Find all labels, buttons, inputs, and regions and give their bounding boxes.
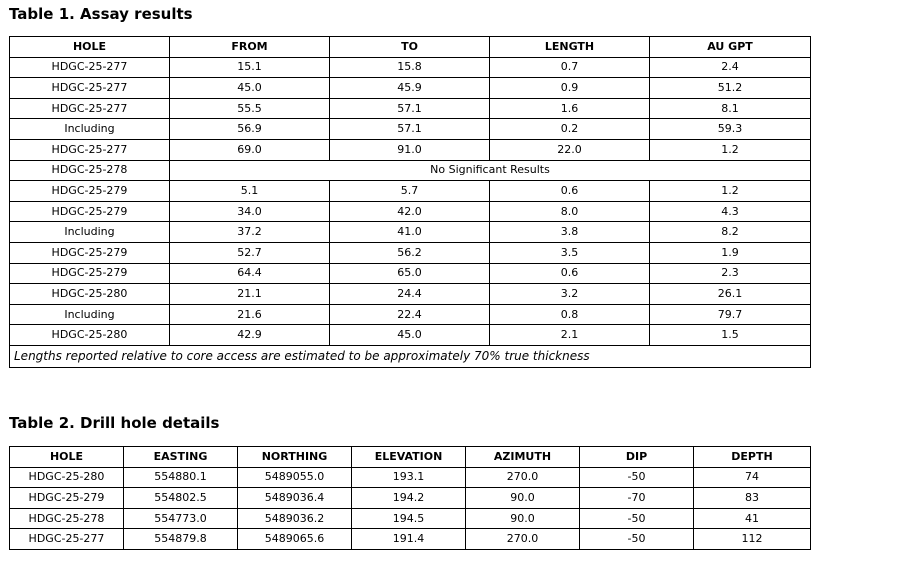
table-cell: 191.4	[352, 529, 466, 550]
table-footnote: Lengths reported relative to core access are estimated to be approximately 70% true thickness	[10, 345, 811, 367]
table-cell: HDGC-25-279	[10, 201, 170, 222]
table-cell: 69.0	[170, 139, 330, 160]
table-cell: -50	[580, 529, 694, 550]
table-cell: 90.0	[466, 488, 580, 509]
table-cell: 2.1	[490, 325, 650, 346]
table-cell: 5489036.2	[238, 508, 352, 529]
assay-results-table	[9, 36, 811, 368]
table-cell: 15.8	[330, 57, 490, 78]
table-cell: 0.2	[490, 119, 650, 140]
table-cell: 59.3	[650, 119, 811, 140]
table-cell: 51.2	[650, 78, 811, 99]
table-cell: HDGC-25-278	[10, 160, 170, 181]
table-cell: HDGC-25-277	[10, 78, 170, 99]
table-row	[10, 181, 811, 202]
table-cell: 55.5	[170, 98, 330, 119]
table-cell: 4.3	[650, 201, 811, 222]
table-cell: 45.0	[170, 78, 330, 99]
table-cell: 83	[694, 488, 811, 509]
table-row	[10, 160, 811, 181]
table-cell: 0.6	[490, 263, 650, 284]
table-row	[10, 488, 811, 509]
table-cell: 5.7	[330, 181, 490, 202]
table-cell: 5489055.0	[238, 467, 352, 488]
table-cell: 5489065.6	[238, 529, 352, 550]
table-row	[10, 119, 811, 140]
table-cell: 45.9	[330, 78, 490, 99]
table-row	[10, 57, 811, 78]
table-cell: 554802.5	[124, 488, 238, 509]
table-cell: 37.2	[170, 222, 330, 243]
table-cell: 56.9	[170, 119, 330, 140]
table-cell: 270.0	[466, 529, 580, 550]
table-cell: 0.6	[490, 181, 650, 202]
table-cell: 2.3	[650, 263, 811, 284]
table-cell: HDGC-25-277	[10, 529, 124, 550]
table-cell: 554879.8	[124, 529, 238, 550]
table-cell: 57.1	[330, 119, 490, 140]
table-cell: HDGC-25-280	[10, 467, 124, 488]
table-cell: 26.1	[650, 284, 811, 305]
table-cell: Including	[10, 222, 170, 243]
table-cell: 193.1	[352, 467, 466, 488]
table-cell: 21.1	[170, 284, 330, 305]
table-cell: 8.0	[490, 201, 650, 222]
table-cell: -50	[580, 467, 694, 488]
table-row	[10, 304, 811, 325]
table-row	[10, 201, 811, 222]
table-cell: 1.2	[650, 139, 811, 160]
table-cell: HDGC-25-279	[10, 242, 170, 263]
table-cell: 1.5	[650, 325, 811, 346]
table-cell: Including	[10, 119, 170, 140]
table-cell: HDGC-25-279	[10, 263, 170, 284]
table-cell: 3.2	[490, 284, 650, 305]
col-header-length: LENGTH	[490, 37, 650, 58]
table-cell: 1.2	[650, 181, 811, 202]
table-cell: Including	[10, 304, 170, 325]
table-cell: 42.9	[170, 325, 330, 346]
table-cell: 8.2	[650, 222, 811, 243]
table-cell: HDGC-25-277	[10, 98, 170, 119]
table-cell: 45.0	[330, 325, 490, 346]
header-row	[10, 37, 811, 58]
table-cell: 22.0	[490, 139, 650, 160]
col-header-dip: DIP	[580, 447, 694, 468]
table-cell: HDGC-25-279	[10, 488, 124, 509]
table-cell: 3.5	[490, 242, 650, 263]
table-cell: 554773.0	[124, 508, 238, 529]
table-cell: 0.7	[490, 57, 650, 78]
table-row	[10, 284, 811, 305]
table-cell: 270.0	[466, 467, 580, 488]
table-row	[10, 222, 811, 243]
table-row	[10, 467, 811, 488]
table-cell: 112	[694, 529, 811, 550]
footnote-row	[10, 345, 811, 367]
table-cell: 22.4	[330, 304, 490, 325]
col-header-easting: EASTING	[124, 447, 238, 468]
col-header-to: TO	[330, 37, 490, 58]
table-cell: 194.2	[352, 488, 466, 509]
table-cell: 79.7	[650, 304, 811, 325]
table-cell: 56.2	[330, 242, 490, 263]
table-cell: 65.0	[330, 263, 490, 284]
table-cell: 1.9	[650, 242, 811, 263]
table-cell: -50	[580, 508, 694, 529]
table-cell: HDGC-25-277	[10, 57, 170, 78]
table-cell: 5.1	[170, 181, 330, 202]
table-row	[10, 325, 811, 346]
table-cell: 90.0	[466, 508, 580, 529]
table-cell: 91.0	[330, 139, 490, 160]
table-row	[10, 242, 811, 263]
table-cell: 5489036.4	[238, 488, 352, 509]
table-cell: -70	[580, 488, 694, 509]
no-results-cell: No Significant Results	[170, 160, 811, 181]
table-cell: 42.0	[330, 201, 490, 222]
table-cell: 57.1	[330, 98, 490, 119]
table-row	[10, 78, 811, 99]
table-cell: 52.7	[170, 242, 330, 263]
header-row	[10, 447, 811, 468]
table-cell: 21.6	[170, 304, 330, 325]
table-cell: 194.5	[352, 508, 466, 529]
table-row	[10, 529, 811, 550]
table-cell: 8.1	[650, 98, 811, 119]
col-header-hole: HOLE	[10, 447, 124, 468]
col-header-depth: DEPTH	[694, 447, 811, 468]
col-header-azimuth: AZIMUTH	[466, 447, 580, 468]
table-cell: HDGC-25-277	[10, 139, 170, 160]
col-header-northing: NORTHING	[238, 447, 352, 468]
table-cell: 3.8	[490, 222, 650, 243]
table-cell: 34.0	[170, 201, 330, 222]
table-cell: 0.9	[490, 78, 650, 99]
table-cell: 0.8	[490, 304, 650, 325]
table-cell: 15.1	[170, 57, 330, 78]
table-cell: 554880.1	[124, 467, 238, 488]
col-header-elevation: ELEVATION	[352, 447, 466, 468]
drill-hole-details-table	[9, 446, 811, 550]
table-cell: HDGC-25-279	[10, 181, 170, 202]
col-header-from: FROM	[170, 37, 330, 58]
table-cell: 24.4	[330, 284, 490, 305]
table-row	[10, 98, 811, 119]
col-header-hole: HOLE	[10, 37, 170, 58]
table-row	[10, 508, 811, 529]
table-cell: 64.4	[170, 263, 330, 284]
drill-table-title: Table 2. Drill hole details	[9, 414, 220, 432]
table-cell: 74	[694, 467, 811, 488]
table-cell: HDGC-25-278	[10, 508, 124, 529]
table-cell: HDGC-25-280	[10, 284, 170, 305]
table-cell: HDGC-25-280	[10, 325, 170, 346]
table-cell: 41	[694, 508, 811, 529]
table-row	[10, 139, 811, 160]
table-cell: 1.6	[490, 98, 650, 119]
col-header-au-gpt: AU GPT	[650, 37, 811, 58]
table-cell: 2.4	[650, 57, 811, 78]
assay-table-title: Table 1. Assay results	[9, 5, 193, 23]
table-cell: 41.0	[330, 222, 490, 243]
table-row	[10, 263, 811, 284]
